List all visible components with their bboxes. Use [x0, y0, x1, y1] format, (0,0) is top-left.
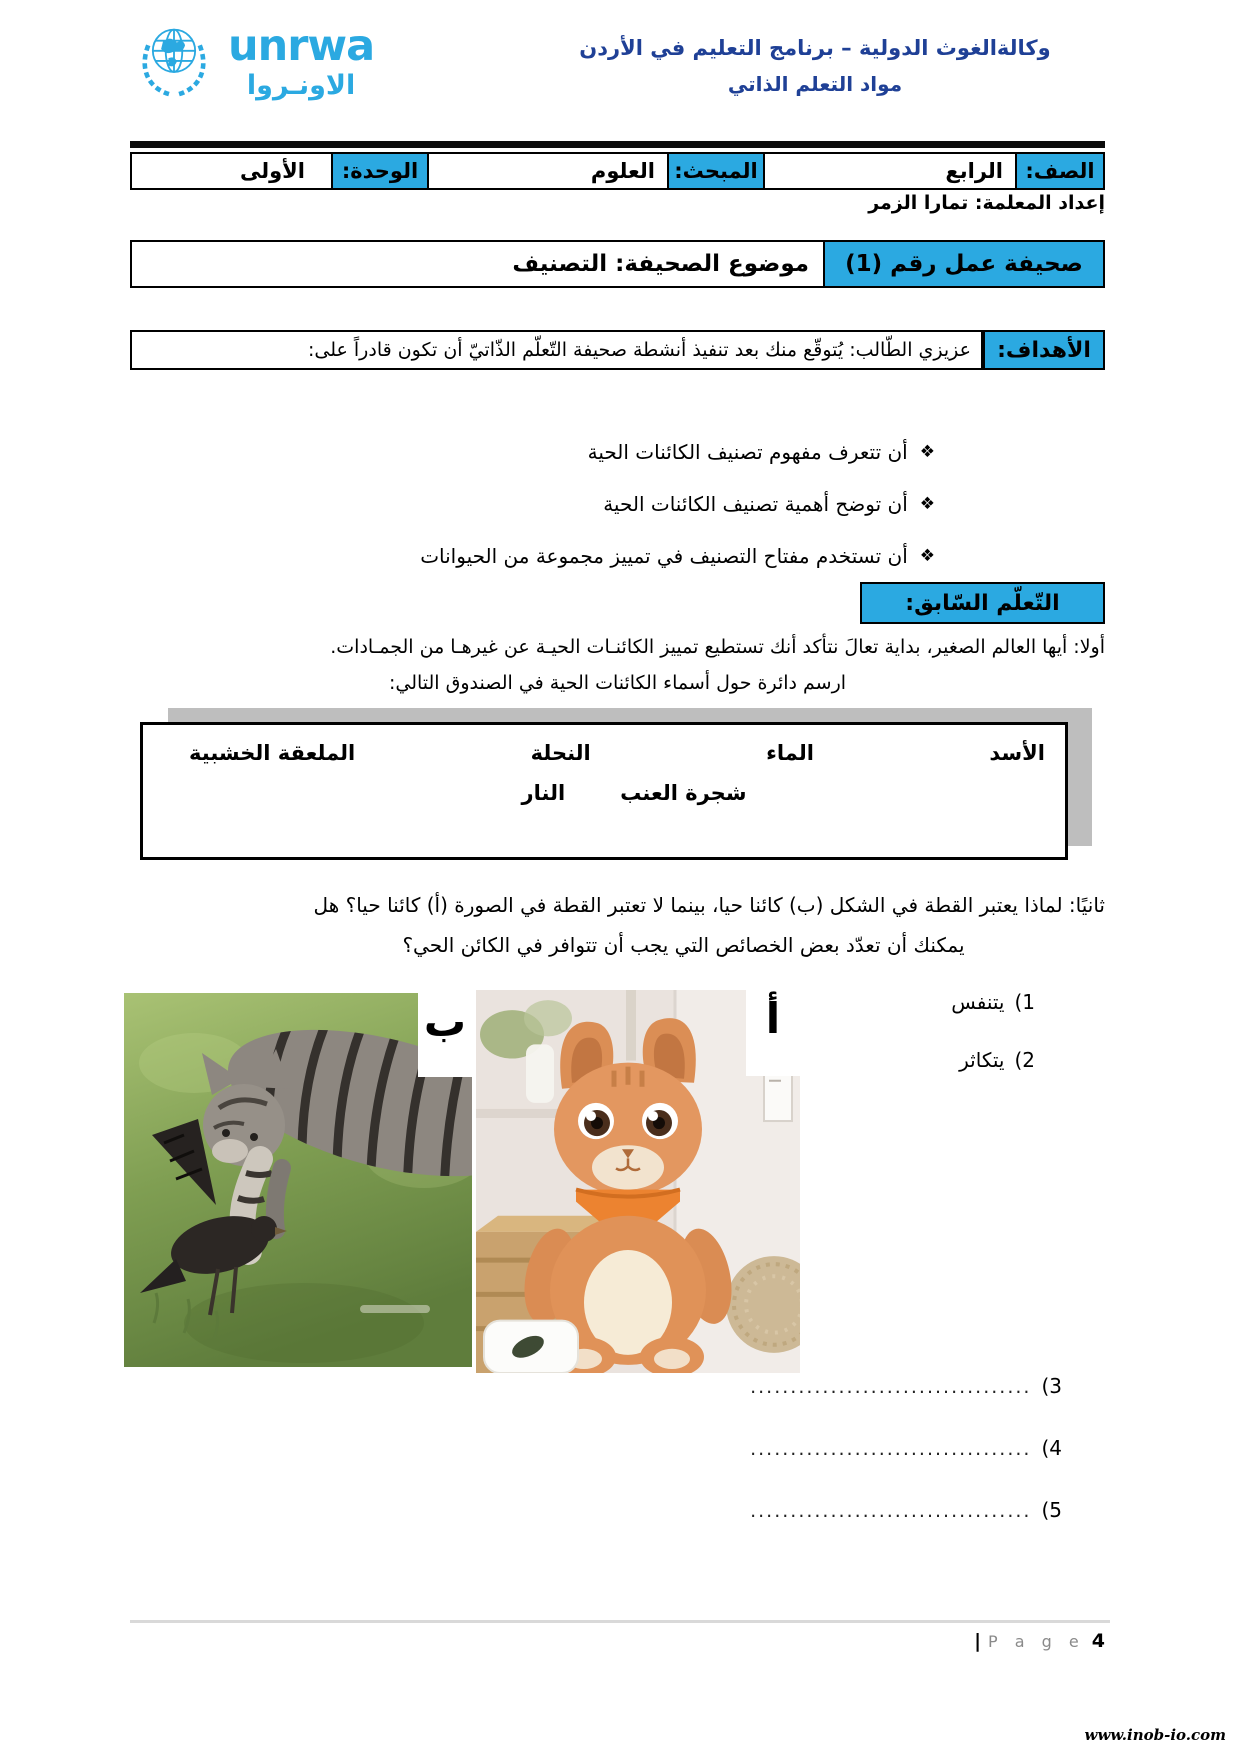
page-number-area: [974, 1630, 1105, 1652]
document-header: [525, 36, 1105, 96]
un-emblem-icon: [128, 14, 220, 110]
task-two-line1: ثانيًا: لماذا يعتبر القطة في الشكل (ب) كائنا حيا، بينما لا تعتبر القطة في الصورة (أ) كائنا حيا؟ هل: [313, 893, 1105, 917]
footer-page-word: P a g e: [988, 1632, 1085, 1651]
unrwa-logo: [128, 14, 374, 110]
word-grapevine: شجرة العنب: [620, 781, 747, 805]
diamond-bullet-icon: ❖: [919, 442, 935, 462]
class-value-cell: الرابع: [763, 154, 1015, 188]
answer-number: (2: [1014, 1048, 1035, 1072]
objectives-header-row: [130, 330, 1105, 370]
objective-item: [420, 492, 935, 516]
answer-number: (3: [1041, 1374, 1062, 1398]
answer-row: [750, 1436, 1062, 1460]
objectives-heading: الأهداف:: [983, 330, 1105, 370]
prepared-by-line: إعداد المعلمة: تمارا الزمر: [868, 192, 1105, 214]
figure-a-label: أ: [746, 990, 800, 1076]
figure-b-real-cat-photo: [124, 993, 472, 1367]
word-lion: الأسد: [989, 741, 1045, 765]
answer-dotted-line: ...................................: [750, 1438, 1032, 1460]
class-label-cell: الصف:: [1015, 154, 1103, 188]
objective-item: [420, 440, 935, 464]
worksheet-title-table: [130, 240, 1105, 288]
task-two-line2: يمكنك أن تعدّد بعض الخصائص التي يجب أن تتوافر في الكائن الحي؟: [402, 933, 965, 957]
objective-item: [420, 544, 935, 568]
agency-title: وكالةالغوث الدولية – برنامج التعليم في الأردن: [579, 36, 1051, 60]
footer-pipe: |: [974, 1630, 982, 1652]
prior-learning-heading: التّعلّم السّابق:: [860, 582, 1105, 624]
task-one-line1: أولا: أيها العالم الصغير، بداية تعالَ نتأكد أنك تستطيع تمييز الكائنـات الحيـة عن غيرهـا من الجمـادات.: [330, 636, 1105, 658]
unit-label-cell: الوحدة:: [331, 154, 427, 188]
answer-row: [951, 1048, 1035, 1072]
objective-text: أن توضح أهمية تصنيف الكائنات الحية: [603, 492, 908, 516]
word-bee: النحلة: [530, 741, 591, 765]
word-box: [140, 722, 1068, 860]
diamond-bullet-icon: ❖: [919, 494, 935, 514]
page-number: 4: [1091, 1630, 1105, 1652]
worksheet-topic-cell: موضوع الصحيفة: التصنيف: [512, 251, 809, 277]
site-watermark: www.inob-io.com: [1084, 1726, 1226, 1744]
task-one-line2: ارسم دائرة حول أسماء الكائنات الحية في الصندوق التالي:: [388, 672, 847, 694]
diamond-bullet-icon: ❖: [919, 546, 935, 566]
word-fire: النار: [521, 781, 566, 805]
subject-value-cell: العلوم: [427, 154, 667, 188]
logo-arabic-text: الاونـروا: [246, 70, 356, 101]
objective-text: أن تتعرف مفهوم تصنيف الكائنات الحية: [587, 440, 908, 464]
answer-row: [951, 990, 1035, 1014]
footer-divider: [130, 1620, 1110, 1623]
objective-text: أن تستخدم مفتاح التصنيف في تمييز مجموعة من الحيوانات: [420, 544, 908, 568]
answer-number: (5: [1041, 1498, 1062, 1522]
answers-1-2: [951, 990, 1035, 1106]
word-water: الماء: [766, 741, 814, 765]
program-title: مواد التعلم الذاتي: [727, 72, 903, 96]
subject-label-cell: المبحث:: [667, 154, 763, 188]
logo-latin-text: unrwa: [228, 21, 375, 71]
answer-number: (1: [1014, 990, 1035, 1014]
answer-row: [750, 1498, 1062, 1522]
top-divider-bar: [130, 141, 1105, 148]
answer-number: (4: [1041, 1436, 1062, 1460]
unit-value-cell: الأولى: [239, 159, 305, 183]
objectives-list: [420, 440, 935, 596]
answer-text: يتكاثر: [959, 1048, 1005, 1072]
figure-a-toy-cat-photo: [476, 990, 800, 1373]
class-subject-unit-table: [130, 152, 1105, 190]
worksheet-number-cell: صحيفة عمل رقم (1): [823, 242, 1103, 286]
figure-b-label: ب: [418, 993, 472, 1077]
answer-row: [750, 1374, 1062, 1398]
word-wooden-spoon: الملعقة الخشبية: [189, 741, 356, 765]
objectives-intro-box: عزيزي الطّالب: يُتوقّع منك بعد تنفيذ أنشطة صحيفة التّعلّم الذّاتيّ أن تكون قادراً على:: [130, 330, 983, 370]
answers-3-5: [750, 1374, 1062, 1560]
answer-dotted-line: ...................................: [750, 1376, 1032, 1398]
answer-text: يتنفس: [951, 990, 1005, 1014]
answer-dotted-line: ...................................: [750, 1500, 1032, 1522]
